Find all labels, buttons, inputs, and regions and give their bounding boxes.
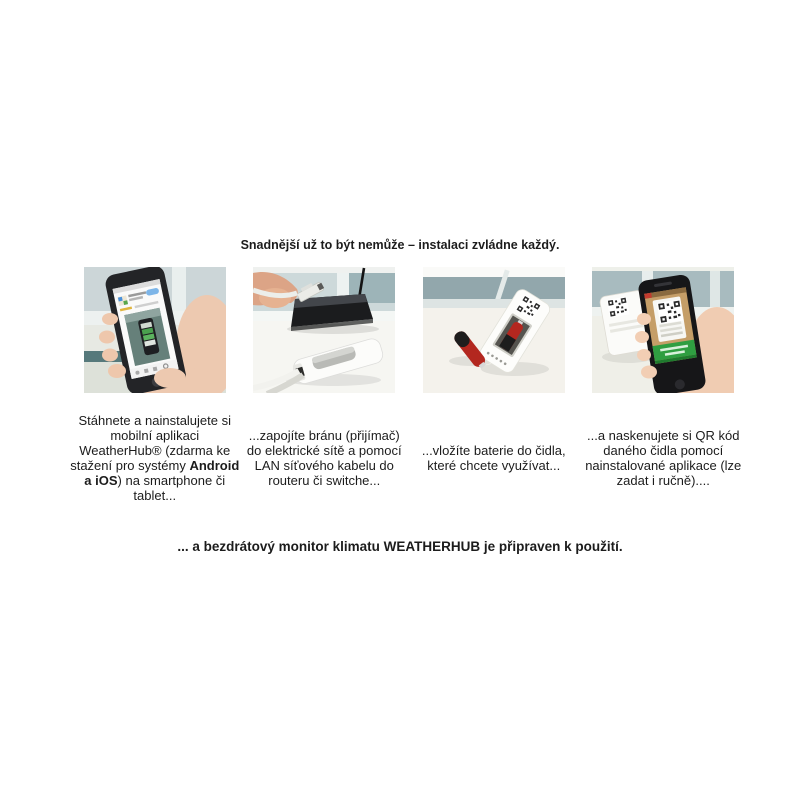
step-3-figure [409, 267, 579, 393]
step-1-figure [70, 267, 240, 393]
step-images-row [70, 267, 748, 393]
step-3-photo [423, 267, 565, 393]
step-1-caption: Stáhnete a nainstalujete si mobilní aplikaci WeatherHub® (zdarma ke stažení pro systémy Android a iOS) na smartphone či tablet... [70, 413, 240, 503]
conclusion-text: ... a bezdrátový monitor klimatu WEATHERHUB je připraven k použití. [177, 539, 623, 554]
step-2-photo [253, 267, 395, 393]
section-title: Snadnější už to být nemůže – instalaci zvládne každý. [240, 238, 560, 252]
step-4-caption: ...a naskenujete si QR kód daného čidla pomocí nainstalované aplikace (lze zadat i ručně).... [585, 428, 742, 488]
step-3-caption: ...vložíte baterie do čidla, které chcete využívat... [421, 443, 566, 473]
step-captions-row [70, 406, 748, 510]
step-2-figure [240, 267, 410, 393]
step-1-photo [84, 267, 226, 393]
step-4-photo [592, 267, 734, 393]
qr-code-label [607, 297, 630, 318]
qr-code-on-screen [657, 299, 684, 324]
step-2-caption: ...zapojíte bránu (přijímač) do elektrické sítě a pomocí LAN síťového kabelu do routeru či switche... [246, 428, 402, 488]
step-4-figure [579, 267, 749, 393]
